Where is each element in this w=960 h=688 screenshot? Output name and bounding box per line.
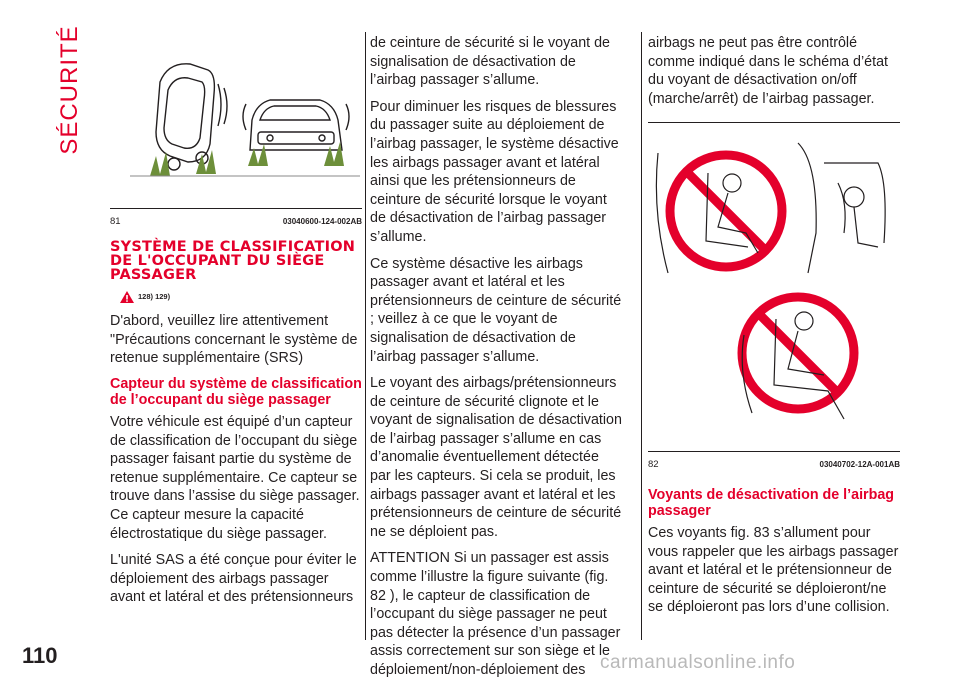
column-divider-2: [641, 32, 642, 640]
paragraph-deactivate: Ce système désactive les airbags passager avant et latéral et les prétensionneurs de ceinture de sécurité ; veillez à ce que le voyant de signalisation de désactivation de l’airbag passager s’allume.: [370, 255, 622, 365]
paragraph-sensor: Votre véhicule est équipé d’un capteur de classification de l’occupant du siège passager faisant partie du système de retenue supplémentaire. Ce capteur se trouve dans l’assise du siège passager. Ce capteur mesure la capacité électrostatique du siège passager.: [110, 413, 360, 542]
page-number: 110: [22, 643, 58, 668]
rollover-illustration: [110, 34, 362, 206]
figure-82: [648, 122, 900, 475]
figure-81-code: 03040600-124-002AB: [282, 217, 362, 226]
figure-81: [110, 34, 362, 232]
column-3: [648, 34, 900, 625]
prohibited-sign-bottom-icon: [742, 297, 854, 419]
paragraph-continued-3: airbags ne peut pas être contrôlé comme indiqué dans le schéma d’état du voyant de désactivation on/off (marche/arrêt) de l’airbag passager.: [648, 35, 889, 107]
column-2: [370, 34, 622, 688]
paragraph-attention: ATTENTION Si un passager est assis comme l’illustre la figure suivante (fig. 82 ), le capteur de classification de l’occupant du siège passager ne peut pas détecter la présence d’un passager assis correctement sur son siège et le déploiement/non-déploiement des: [370, 550, 621, 678]
side-title-text: SÉCURITÉ: [56, 25, 83, 155]
watermark: carmanualsonline.info: [600, 652, 796, 673]
warning-ref-numbers: 128) 129): [138, 291, 171, 301]
paragraph-indicators: Ces voyants fig. 83 s’allument pour vous rappeler que les airbags passager avant et latéral et le prétensionneur de ceinture de sécurité se déploieront/ne se déploieront pas lors d’une collision.: [648, 524, 899, 616]
paragraph-sas: L'unité SAS a été conçue pour éviter le déploiement des airbags passager avant et latéral et des prétensionneurs: [110, 552, 357, 606]
section-side-title: [52, 25, 88, 155]
warning-reference: [120, 288, 362, 307]
subheading-sensor: Capteur du système de classification de l’occupant du siège passager: [110, 375, 362, 409]
figure-82-caption: [648, 451, 900, 475]
paragraph-risk: Pour diminuer les risques de blessures du passager suite au déploiement de l’airbag passager, le système désactive les airbags passager avant et latéral ainsi que les prétensionneurs de ceinture de sécurité lorsque le voyant de désactivation de l’airbag passager s’allume.: [370, 98, 619, 245]
paragraph-continued: de ceinture de sécurité si le voyant de signalisation de désactivation de l’airbag passager s’allume.: [370, 35, 611, 89]
section-heading: SYSTÈME DE CLASSIFICATION DE L'OCCUPANT DU SIÈGE PASSAGER: [110, 238, 356, 283]
figure-81-number: 81: [110, 216, 121, 227]
column-1: [110, 34, 362, 615]
warning-triangle-icon: [120, 291, 134, 303]
paragraph-indicator: Le voyant des airbags/prétensionneurs de ceinture de sécurité clignote et le voyant de signalisation de désactivation de l’airbag passager s’allume en cas d’anomalie éventuellement détectée par les capteurs. Si cela se produit, les airbags passager avant et latéral et les prétensionneurs de ceinture de sécurité ne se déploient pas.: [370, 375, 622, 540]
figure-82-number: 82: [648, 459, 659, 471]
prohibited-sign-top-icon: [670, 155, 782, 267]
figure-82-code: 03040702-12A-001AB: [819, 460, 900, 470]
column-divider-1: [365, 32, 366, 640]
figure-81-caption: [110, 208, 362, 232]
paragraph-intro: D'abord, veuillez lire attentivement "Précautions concernant le système de retenue supplémentaire (SRS): [110, 313, 358, 367]
incorrect-seating-illustration: [648, 123, 900, 449]
subheading-indicators: Voyants de désactivation de l’airbag passager: [648, 486, 895, 520]
